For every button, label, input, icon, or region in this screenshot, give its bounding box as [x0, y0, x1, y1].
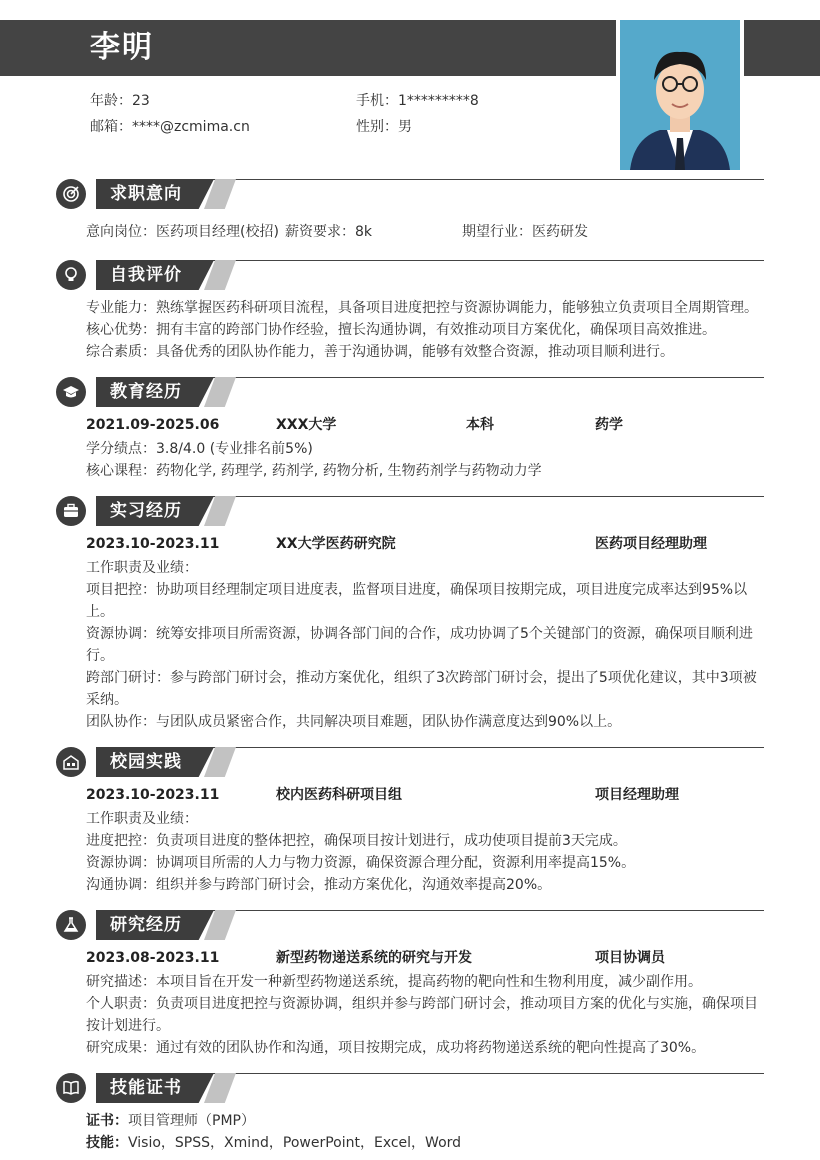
profile-photo	[620, 20, 740, 170]
section-header-research	[56, 910, 764, 940]
section-header-skills	[56, 1073, 764, 1103]
campus-org: 校内医药科研项目组	[276, 787, 402, 803]
education-line: 核心课程：药物化学, 药理学, 药剂学, 药物分析, 生物药剂学与药物动力学	[86, 463, 542, 479]
section-header-intent	[56, 179, 764, 209]
research-date: 2023.08-2023.11	[86, 950, 220, 966]
education-major: 药学	[595, 417, 623, 433]
section-title: 教育经历	[110, 382, 182, 402]
campus-date: 2023.10-2023.11	[86, 787, 220, 803]
email-value: ****@zcmima.cn	[132, 119, 250, 135]
intern-org: XX大学医药研究院	[276, 536, 396, 552]
campus-role: 项目经理助理	[595, 787, 679, 803]
self-line: 综合素质：具备优秀的团队协作能力，善于沟通协调，能够有效整合资源，推动项目顺利进行。	[86, 344, 674, 360]
section-title: 求职意向	[110, 184, 182, 204]
education-line: 学分绩点：3.8/4.0 (专业排名前5%)	[86, 441, 313, 457]
research-line: 个人职责：负责项目进度把控与资源协调，组织并参与跨部门研讨会，推动项目方案的优化与实施，确保项目按计划进行。	[86, 996, 758, 1034]
research-line: 研究描述：本项目旨在开发一种新型药物递送系统，提高药物的靶向性和生物利用度，减少副作用。	[86, 974, 702, 990]
gender-info	[356, 117, 412, 137]
research-line: 研究成果：通过有效的团队协作和沟通，项目按期完成，成功将药物递送系统的靶向性提高了30%。	[86, 1040, 706, 1056]
briefcase-icon	[56, 496, 86, 526]
phone-value: 1*********8	[398, 93, 479, 109]
campus-line: 沟通协调：组织并参与跨部门研讨会，推动方案优化，沟通效率提高20%。	[86, 877, 552, 893]
intern-date: 2023.10-2023.11	[86, 536, 220, 552]
age-label: 年龄：	[90, 93, 132, 109]
age-value: 23	[132, 93, 150, 109]
self-line: 专业能力：熟练掌握医药科研项目流程，具备项目进度把控与资源协调能力，能够独立负责项目全周期管理。	[86, 300, 758, 316]
skill-label: 技能：	[86, 1135, 128, 1151]
book-icon	[56, 1073, 86, 1103]
section-header-education	[56, 377, 764, 407]
intern-line: 项目把控：协助项目经理制定项目进度表，监督项目进度，确保项目按期完成，项目进度完成率达到95%以上。	[86, 582, 748, 620]
email-info	[90, 117, 250, 137]
education-date: 2021.09-2025.06	[86, 417, 220, 433]
cert-value: 项目管理师（PMP）	[128, 1113, 255, 1129]
gender-label: 性别：	[356, 119, 398, 135]
section-header-intern	[56, 496, 764, 526]
section-title: 自我评价	[110, 265, 182, 285]
building-icon	[56, 747, 86, 777]
research-project: 新型药物递送系统的研究与开发	[276, 950, 472, 966]
target-icon	[56, 179, 86, 209]
intern-line: 团队协作：与团队成员紧密合作，共同解决项目难题，团队协作满意度达到90%以上。	[86, 714, 622, 730]
intern-role: 医药项目经理助理	[595, 536, 707, 552]
intent-position: 意向岗位：医药项目经理(校招)	[86, 224, 279, 240]
intent-industry: 期望行业：医药研发	[462, 224, 588, 240]
graduation-cap-icon	[56, 377, 86, 407]
intern-line: 跨部门研讨：参与跨部门研讨会，推动方案优化，组织了3次跨部门研讨会，提出了5项优化建议，其中3项被采纳。	[86, 670, 757, 708]
education-degree: 本科	[466, 417, 494, 433]
section-title: 研究经历	[110, 915, 182, 935]
intern-line: 资源协调：统筹安排项目所需资源，协调各部门间的合作，成功协调了5个关键部门的资源，确保项目顺利进行。	[86, 626, 753, 664]
section-header-self	[56, 260, 764, 290]
candidate-name: 李明	[90, 30, 154, 65]
flask-icon	[56, 910, 86, 940]
section-title: 校园实践	[110, 752, 182, 772]
lightbulb-icon	[56, 260, 86, 290]
intern-intro: 工作职责及业绩：	[86, 560, 198, 576]
self-line: 核心优势：拥有丰富的跨部门协作经验，擅长沟通协调，有效推动项目方案优化，确保项目高效推进。	[86, 322, 716, 338]
section-title: 实习经历	[110, 501, 182, 521]
gender-value: 男	[398, 119, 412, 135]
section-title: 技能证书	[110, 1078, 182, 1098]
skill-value: Visio，SPSS，Xmind，PowerPoint，Excel，Word	[128, 1135, 462, 1151]
cert-label: 证书：	[86, 1113, 128, 1129]
phone-info	[356, 91, 479, 111]
skills-cert	[86, 1110, 766, 1132]
header-bar-right	[744, 20, 820, 76]
research-role: 项目协调员	[595, 950, 665, 966]
education-school: XXX大学	[276, 417, 337, 433]
campus-line: 资源协调：协调项目所需的人力与物力资源，确保资源合理分配，资源利用率提高15%。	[86, 855, 636, 871]
email-label: 邮箱：	[90, 119, 132, 135]
campus-intro: 工作职责及业绩：	[86, 811, 198, 827]
skills-tools	[86, 1132, 766, 1154]
section-header-campus	[56, 747, 764, 777]
age-info	[90, 91, 150, 111]
intent-salary: 薪资要求：8k	[285, 224, 373, 240]
phone-label: 手机：	[356, 93, 398, 109]
campus-line: 进度把控：负责项目进度的整体把控，确保项目按计划进行，成功使项目提前3天完成。	[86, 833, 627, 849]
